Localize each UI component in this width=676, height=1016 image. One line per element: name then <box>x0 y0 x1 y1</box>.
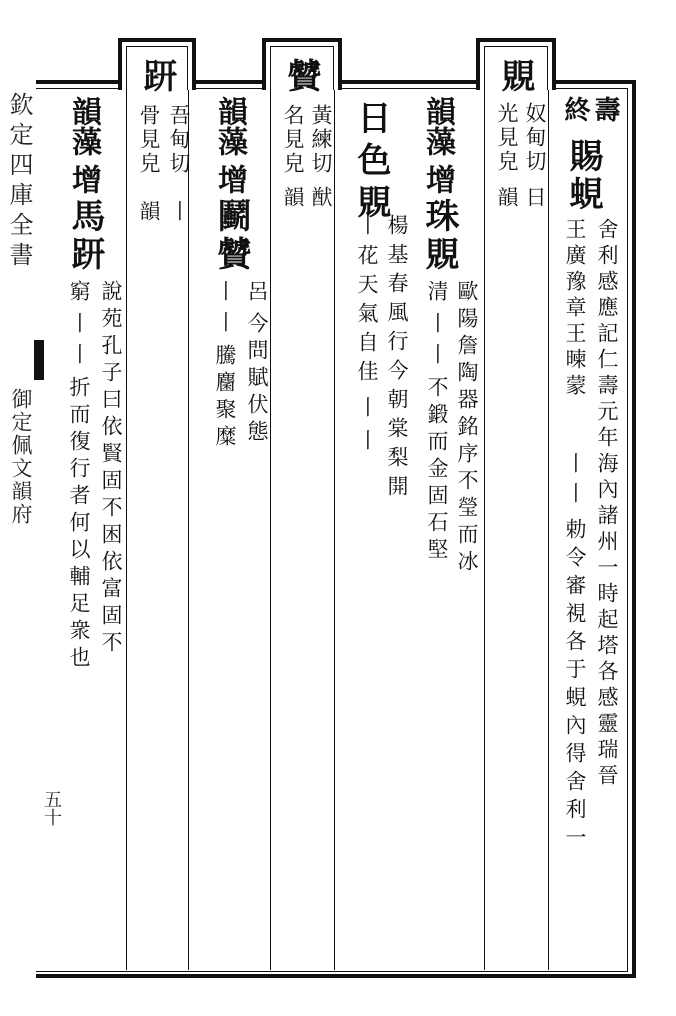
source-tag: 增 <box>420 164 455 194</box>
phrase-prefix: 壽 <box>590 96 620 122</box>
citation-dash: 丨丨 <box>425 312 449 374</box>
citation-text: 王廣豫章王暕蒙 <box>563 218 587 400</box>
entry-note: 丨 <box>167 200 191 224</box>
phrase-head: 鬬 <box>211 198 251 232</box>
entry-rhyme-ref: 韻 <box>495 186 519 210</box>
phrase-head: 賜 <box>563 138 603 172</box>
citation-dash: 丨丨 <box>355 396 379 462</box>
column-rule <box>484 90 485 970</box>
phrase-head: 色 <box>351 142 391 176</box>
entry-head-char: 趼 <box>137 58 177 93</box>
citation-text: 清 <box>425 280 449 304</box>
citation-dash: 丨 <box>563 482 587 506</box>
column-rule <box>126 90 127 970</box>
entry-note: 猷 <box>309 186 333 210</box>
source-tag: 增 <box>212 164 247 194</box>
page-inner-border <box>36 88 628 972</box>
entry-fanqie: 奴甸切 <box>523 102 547 174</box>
entry-gloss: 骨見皃 <box>137 104 161 176</box>
entry-head-char: 覞 <box>495 58 535 93</box>
phrase-head: 覞 <box>419 236 459 270</box>
citation-text: 楊基春風行今朝棠梨開 <box>385 214 409 504</box>
phrase-head: 覞 <box>351 184 391 218</box>
phrase-head: 馬 <box>65 198 105 232</box>
phrase-head: 趼 <box>65 236 105 270</box>
fish-tail-mark <box>34 340 44 380</box>
citation-dash: 丨 <box>355 214 379 238</box>
phrase-head: 贙 <box>211 236 251 270</box>
citation-text: 呂 <box>245 280 269 304</box>
phrase-head: 蜆 <box>563 176 603 210</box>
citation-dash: 丨丨 <box>213 280 237 342</box>
citation-text: 勅令審視各于蜆內得舍利一 <box>563 518 587 854</box>
entry-fanqie: 吾甸切 <box>167 104 191 176</box>
citation-text: 窮 <box>67 280 91 304</box>
entry-gloss: 名見皃 <box>281 104 305 176</box>
phrase-head: 日 <box>351 100 391 134</box>
entry-note: 日 <box>523 186 547 210</box>
column-rule <box>270 90 271 970</box>
citation-text: 今問賦伏態 <box>245 312 269 447</box>
citation-dash: 丨丨 <box>67 312 91 374</box>
citation-text: 折而復行者何以輔足衆也 <box>67 376 91 673</box>
citation-text: 不鍛而金固石堅 <box>425 376 449 565</box>
source-tag: 韻藻 <box>420 96 455 156</box>
citation-text: 花天氣自佳 <box>355 244 379 389</box>
column-rule <box>548 90 549 970</box>
citation-text: 舍利感應記仁壽元年海內諸州一時起塔各感靈瑞晉 <box>595 218 619 790</box>
column-rule <box>334 90 335 970</box>
citation-dash: 丨 <box>563 452 587 476</box>
collection-title: 欽定四庫全書 <box>5 92 33 272</box>
source-tag: 增 <box>66 164 101 194</box>
book-title: 御定佩文韻府 <box>9 388 33 526</box>
citation-text: 騰麕聚糜 <box>213 344 237 452</box>
entry-rhyme-ref: 韻 <box>281 186 305 210</box>
entry-rhyme-ref: 韻 <box>137 200 161 224</box>
source-tag: 韻藻 <box>212 96 247 156</box>
citation-text: 歐陽詹陶器銘序不瑩而冰 <box>455 280 479 577</box>
source-tag: 韻藻 <box>66 96 101 156</box>
entry-head-char: 贙 <box>281 58 321 93</box>
citation-text: 說苑孔子曰依賢固不困依富固不 <box>99 280 123 658</box>
phrase-head: 珠 <box>419 198 459 232</box>
entry-gloss: 光見皃 <box>495 102 519 174</box>
phrase-prefix: 終 <box>560 96 590 122</box>
page-number: 五十 <box>41 790 62 826</box>
entry-fanqie: 黃練切 <box>309 104 333 176</box>
